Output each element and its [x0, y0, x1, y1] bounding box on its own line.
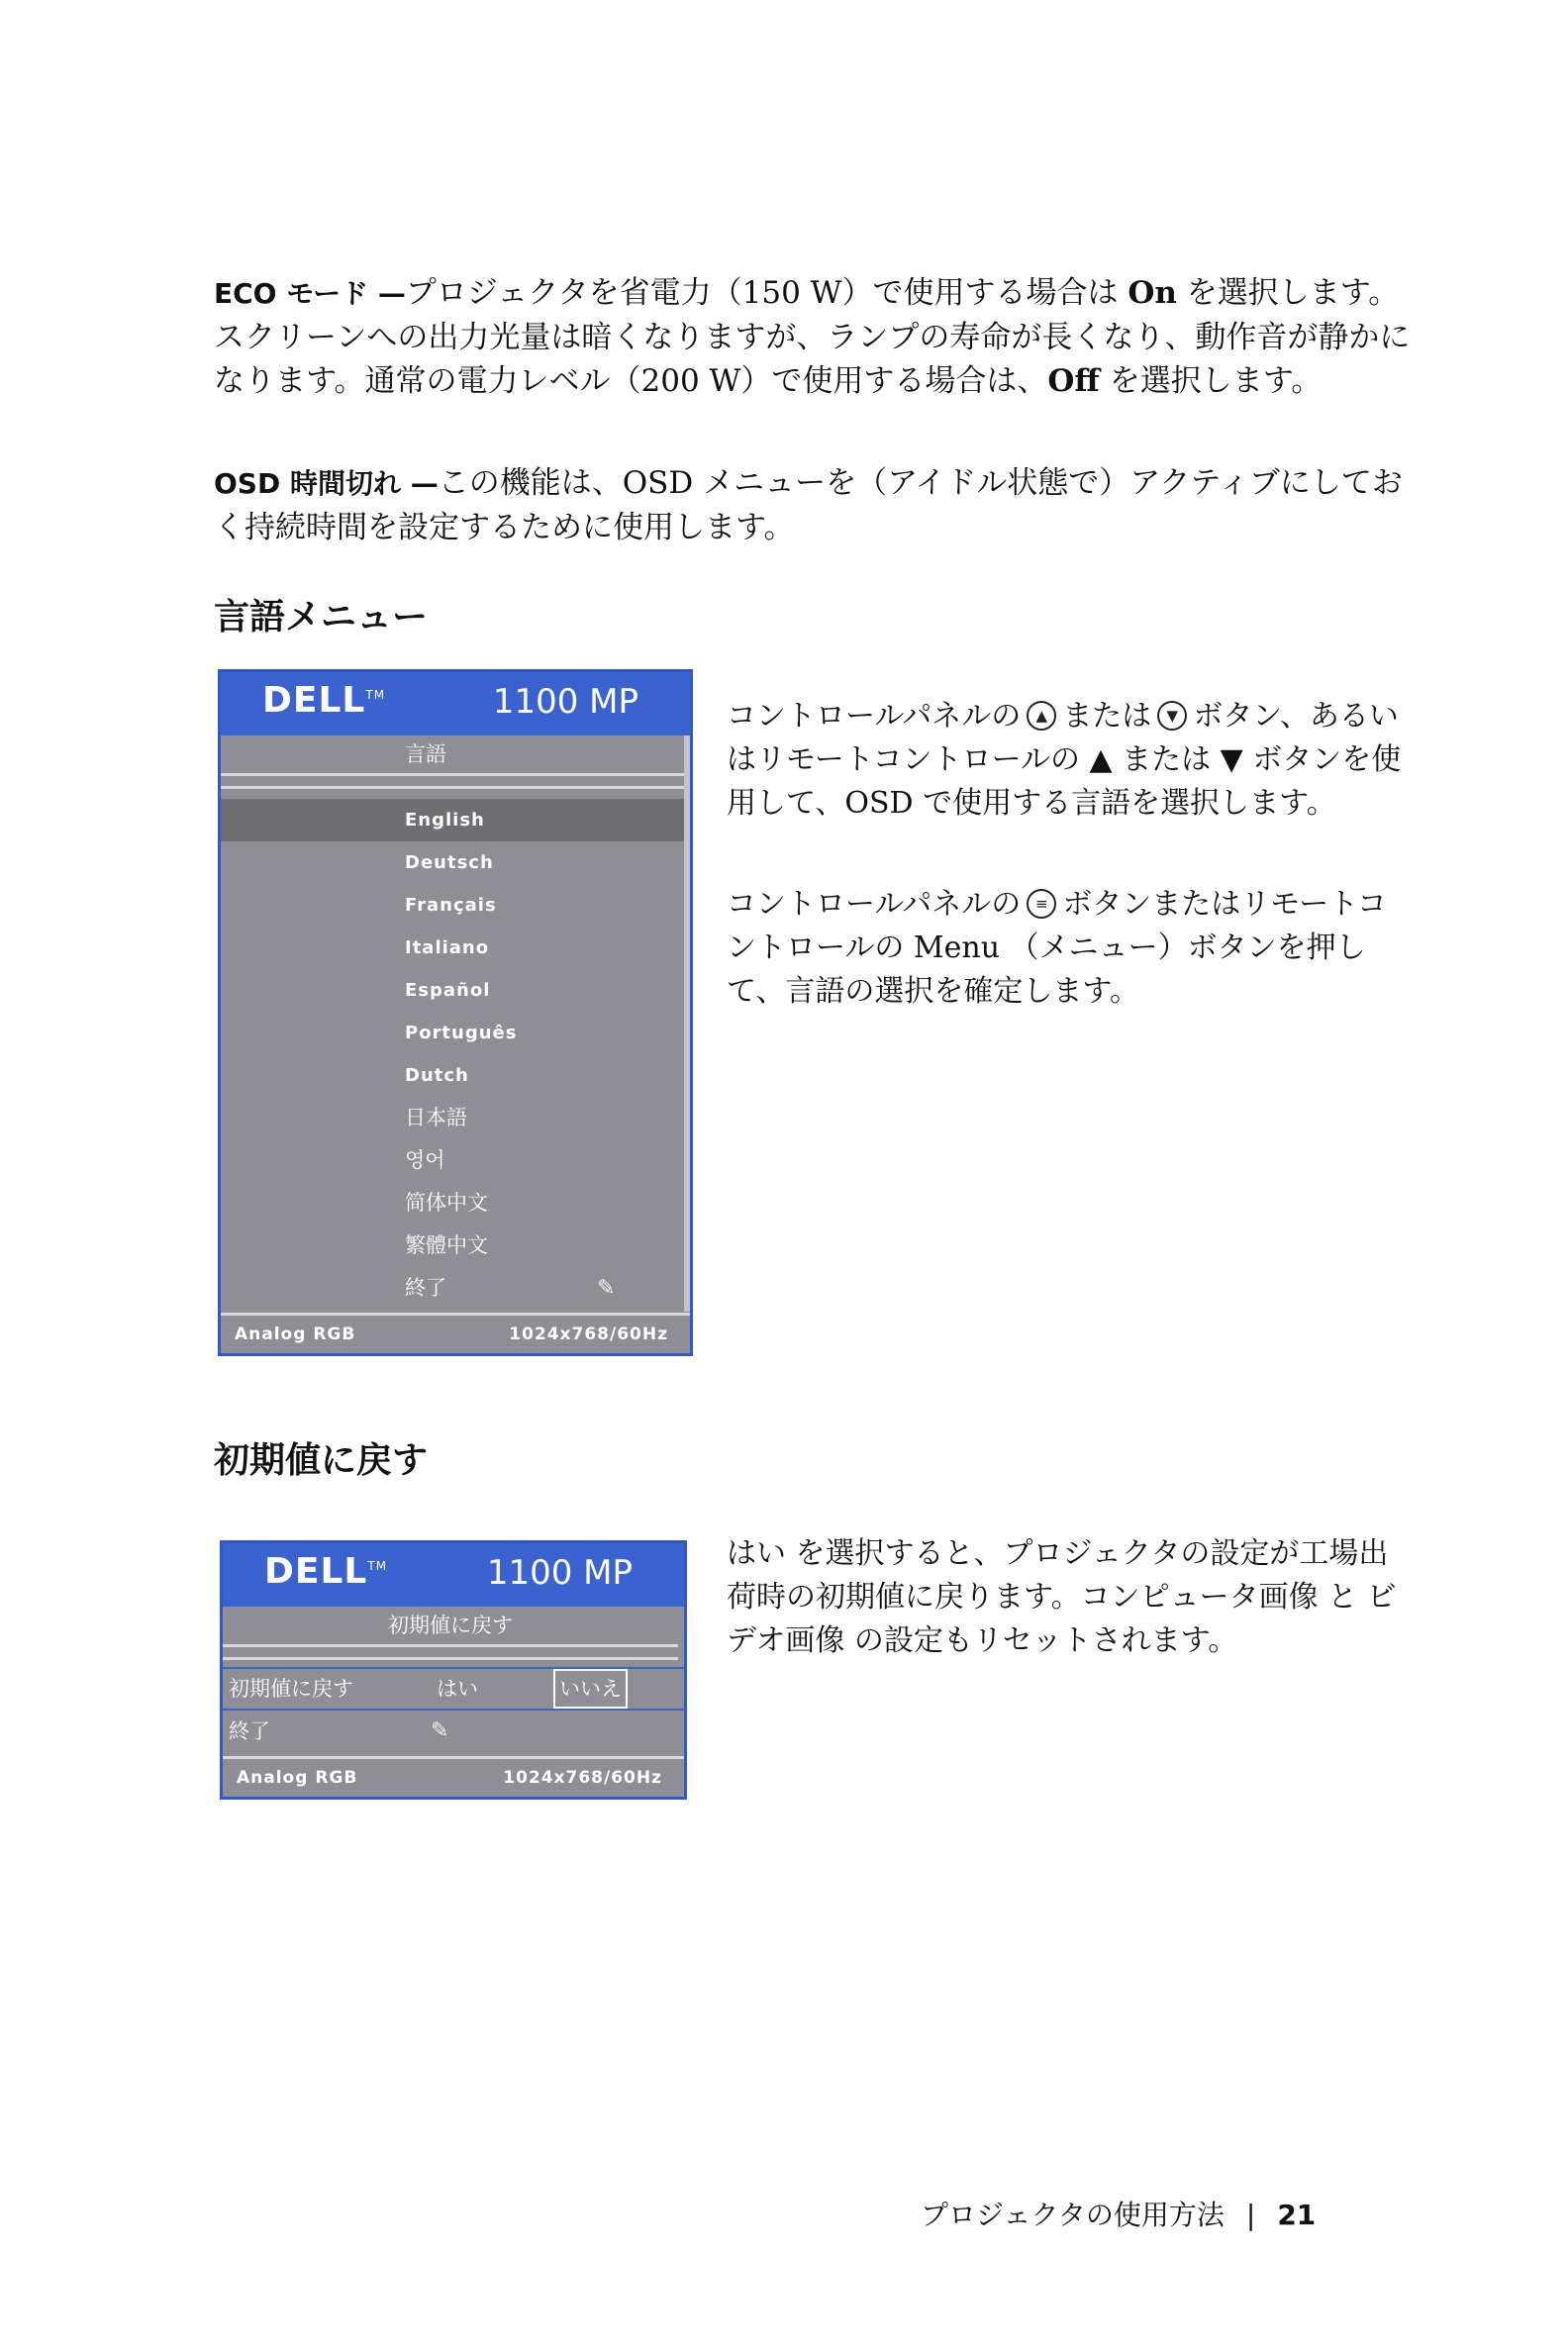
osd-header — [223, 1543, 684, 1607]
dell-logo: DELL™ — [262, 680, 386, 721]
model-name: 1100 MP — [492, 682, 638, 722]
osd-separator — [223, 1647, 678, 1660]
on-value: On — [1127, 275, 1177, 311]
page-footer — [921, 2194, 1316, 2233]
osd-timeout-paragraph: OSD 時間切れ —この機能は、OSD メニューを（アイドル状態で）アクティブにしておく持続時間を設定するために使用します。 — [214, 465, 1403, 545]
exit-icon: ✎ — [597, 1276, 616, 1301]
osd-separator — [221, 776, 684, 789]
eco-mode-paragraph: ECO モード —プロジェクタを省電力（150 W）で使用する場合は On を選択します。スクリーンへの出力光量は暗くなりますが、ランプの寿命が長くなり、動作音が静かになります。通常の電力レベル（200 W）で使用する場合は、Off を選択します。 — [214, 275, 1411, 399]
language-item-portugues[interactable]: Português — [405, 1023, 518, 1043]
osd-menu-title: 言語 — [221, 735, 684, 776]
reset-row-label: 初期値に戻す — [229, 1677, 353, 1701]
language-menu-heading: 言語メニュー — [214, 597, 429, 637]
yes-option[interactable]: はい — [437, 1677, 478, 1701]
language-item-simplified-chinese[interactable]: 简体中文 — [405, 1191, 488, 1215]
resolution: 1024x768/60Hz — [503, 1768, 662, 1788]
reset-row — [223, 1667, 684, 1711]
language-item-deutsch[interactable]: Deutsch — [405, 852, 494, 873]
input-source: Analog RGB — [237, 1768, 358, 1788]
language-item-japanese[interactable]: 日本語 — [405, 1106, 467, 1129]
osd-timeout-term: OSD 時間切れ — — [214, 467, 439, 500]
page-number: 21 — [1277, 2199, 1317, 2231]
language-osd-panel — [218, 669, 693, 1356]
model-name: 1100 MP — [486, 1553, 633, 1593]
osd-menu-title: 初期値に戻す — [223, 1607, 678, 1647]
osd-scrollbar[interactable] — [684, 735, 690, 1312]
reset-exit-item[interactable]: 終了 ✎ — [223, 1711, 678, 1752]
osd-header — [221, 672, 690, 735]
resolution: 1024x768/60Hz — [509, 1324, 668, 1344]
osd-footer — [221, 1313, 690, 1353]
footer-separator: | — [1245, 2199, 1256, 2231]
language-item-exit[interactable]: 終了 ✎ — [221, 1267, 684, 1310]
menu-button-icon — [1027, 889, 1056, 919]
language-item-dutch[interactable]: Dutch — [405, 1065, 469, 1086]
off-value: Off — [1047, 363, 1100, 399]
language-item-english[interactable]: English — [221, 799, 684, 841]
language-item-korean[interactable]: 영어 — [405, 1148, 445, 1172]
reset-instructions: はい を選択すると、プロジェクタの設定が工場出荷時の初期値に戻ります。コンピュータ画像 と ビデオ画像 の設定もリセットされます。 — [727, 1536, 1397, 1658]
language-instructions-1: コントロールパネルの▲ または▼ ボタン、あるいはリモートコントロールの ▲ または ▼ ボタンを使用して、OSD で使用する言語を選択します。 — [727, 695, 1414, 826]
down-button-icon — [1157, 701, 1187, 731]
eco-mode-term: ECO モード — — [214, 277, 406, 310]
factory-reset-heading: 初期値に戻す — [214, 1440, 429, 1481]
language-item-espanol[interactable]: Español — [405, 980, 491, 1001]
section-name: プロジェクタの使用方法 — [921, 2199, 1225, 2231]
up-button-icon — [1027, 701, 1056, 731]
input-source: Analog RGB — [235, 1324, 356, 1344]
language-instructions-2: コントロールパネルの≡ ボタンまたはリモートコントロールの Menu （メニュー）ボタンを押して、言語の選択を確定します。 — [727, 883, 1414, 1014]
osd-footer — [223, 1756, 684, 1797]
language-item-francais[interactable]: Français — [405, 895, 497, 916]
language-item-italiano[interactable]: Italiano — [405, 937, 490, 958]
reset-osd-panel — [220, 1540, 687, 1800]
dell-logo: DELL™ — [264, 1551, 388, 1592]
language-item-traditional-chinese[interactable]: 繁體中文 — [405, 1233, 488, 1257]
no-option[interactable]: いいえ — [553, 1669, 628, 1709]
exit-icon: ✎ — [431, 1718, 449, 1743]
